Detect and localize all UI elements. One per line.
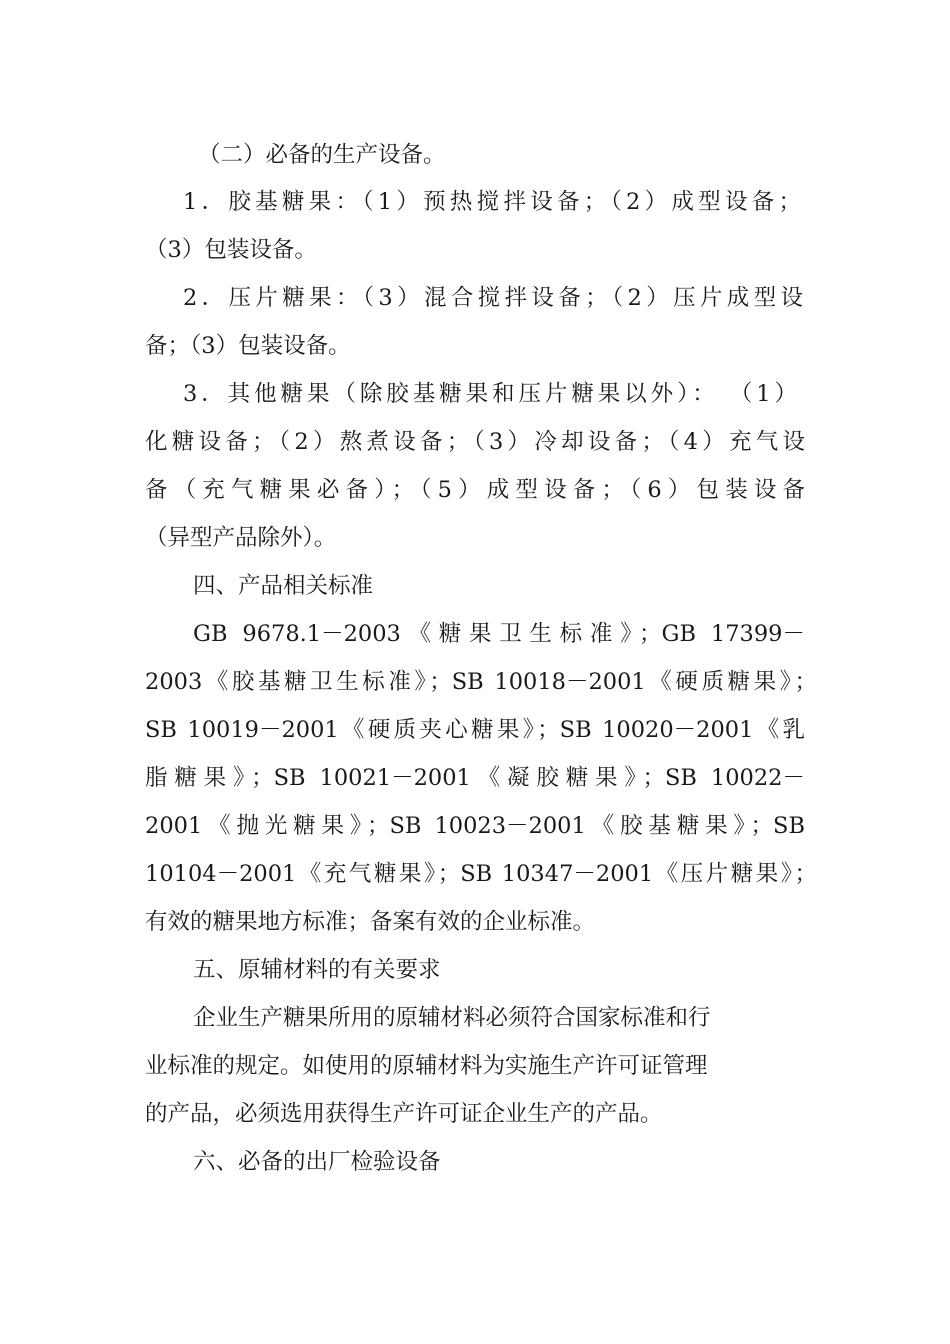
paragraph-line: （3）包装设备。	[145, 237, 317, 263]
section-heading-inspection: 六、必备的出厂检验设备	[193, 1149, 441, 1175]
paragraph-line: SB 10019－2001《硬质夹心糖果》；SB 10020－2001《乳	[145, 717, 805, 743]
paragraph-line: 3．其他糖果（除胶基糖果和压片糖果以外）： （1）	[183, 381, 797, 407]
paragraph-line: 企业生产糖果所用的原辅材料必须符合国家标准和行	[193, 1005, 711, 1031]
paragraph-line: 备；（3）包装设备。	[145, 333, 351, 359]
paragraph-line: 2．压片糖果：（3）混合搅拌设备；（2）压片成型设	[183, 285, 803, 311]
paragraph-line: 2003《胶基糖卫生标准》；SB 10018－2001《硬质糖果》；	[145, 669, 817, 695]
paragraph-line: 1．胶基糖果：（1）预热搅拌设备；（2）成型设备；	[183, 189, 801, 215]
paragraph-line: 有效的糖果地方标准；备案有效的企业标准。	[145, 909, 596, 935]
paragraph-line: GB 9678.1－2003《糖果卫生标准》；GB 17399－	[193, 621, 805, 647]
paragraph-line: （异型产品除外）。	[145, 525, 337, 551]
section-heading-equipment: （二）必备的生产设备。	[198, 142, 446, 168]
paragraph-line: 备（充气糖果必备）；（5）成型设备；（6）包装设备	[145, 477, 805, 503]
section-heading-standards: 四、产品相关标准	[193, 573, 374, 599]
section-heading-materials: 五、原辅材料的有关要求	[193, 957, 441, 983]
paragraph-line: 脂糖果》；SB 10021－2001《凝胶糖果》；SB 10022－	[145, 765, 805, 791]
paragraph-line: 业标准的规定。如使用的原辅材料为实施生产许可证管理	[145, 1053, 708, 1079]
paragraph-line: 10104－2001《充气糖果》；SB 10347－2001《压片糖果》；	[145, 861, 817, 887]
paragraph-line: 的产品，必须选用获得生产许可证企业生产的产品。	[145, 1101, 663, 1127]
paragraph-line: 2001《抛光糖果》；SB 10023－2001《胶基糖果》；SB	[145, 813, 805, 839]
paragraph-line: 化糖设备；（2）熬煮设备；（3）冷却设备；（4）充气设	[145, 429, 805, 455]
